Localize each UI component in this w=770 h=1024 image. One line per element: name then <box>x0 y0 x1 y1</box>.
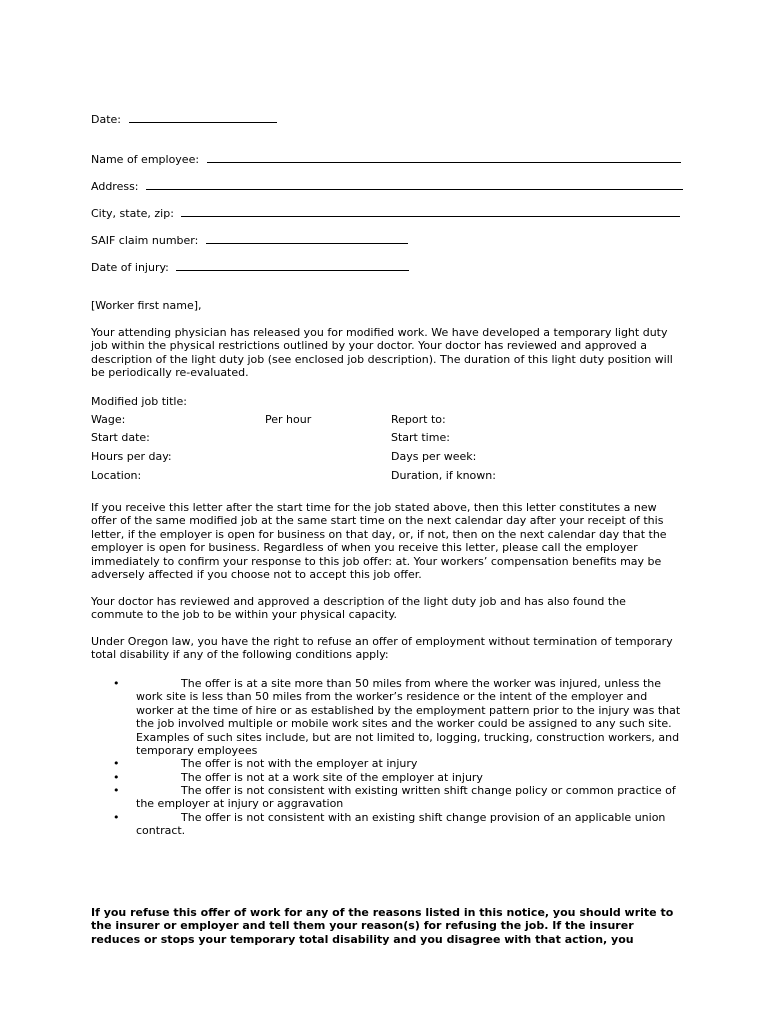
injury-date-field <box>91 259 409 274</box>
wage-label: Wage: <box>91 413 126 426</box>
per-hour-label: Per hour <box>265 413 312 426</box>
city-label: City, state, zip: <box>91 207 174 220</box>
date-blank[interactable] <box>129 111 277 123</box>
hours-label: Hours per day: <box>91 450 172 463</box>
saif-field <box>91 232 408 247</box>
start-date-label: Start date: <box>91 431 150 444</box>
employee-label: Name of employee: <box>91 153 200 166</box>
receive-paragraph: If you receive this letter after the start time for the job stated above, then this letter constitutes a new offer of the same modified job at the same start time on the next calendar day after your receipt of this letter, if the employer is open for business on that day, or, if not, then on the next calendar day that the employer is open for business. Regardless of when you receive this letter, please call the employer immediately to confirm your response to this job offer: at. Your workers’ compensation benefits may be adversely affected if you choose not to accept this job offer. <box>91 501 667 582</box>
job-title-label: Modified job title: <box>91 395 187 408</box>
bullet-marker: • <box>113 757 120 770</box>
bullet-marker: • <box>113 784 120 797</box>
report-to-label: Report to: <box>391 413 446 426</box>
days-label: Days per week: <box>391 450 477 463</box>
employee-field <box>91 151 681 166</box>
list-item: The offer is not consistent with existing written shift change policy or common practice of the employer at injury or aggravation <box>136 784 676 811</box>
intro-paragraph: Your attending physician has released you for modified work. We have developed a temporary light duty job within the physical restrictions outlined by your doctor. Your doctor has reviewed and approved a description of the light duty job (see enclosed job description). The duration of this light duty position will be periodically re-evaluated. <box>91 326 673 380</box>
law-paragraph: Under Oregon law, you have the right to refuse an offer of employment without termination of temporary total disability if any of the following conditions apply: <box>91 635 673 662</box>
bullet-marker: • <box>113 677 120 690</box>
address-field <box>91 178 683 193</box>
location-label: Location: <box>91 469 142 482</box>
list-item: The offer is not at a work site of the employer at injury <box>181 771 483 784</box>
date-label: Date: <box>91 113 121 126</box>
list-item: The offer is not consistent with an existing shift change provision of an applicable union contract. <box>136 811 666 838</box>
bullet-marker: • <box>113 771 120 784</box>
saif-blank[interactable] <box>206 232 408 244</box>
address-blank[interactable] <box>146 178 683 190</box>
bullet-marker: • <box>113 811 120 824</box>
injury-date-label: Date of injury: <box>91 261 169 274</box>
duration-label: Duration, if known: <box>391 469 496 482</box>
doctor-paragraph: Your doctor has reviewed and approved a description of the light duty job and has also found the commute to the job to be within your physical capacity. <box>91 595 626 622</box>
saif-label: SAIF claim number: <box>91 234 199 247</box>
salutation: [Worker first name], <box>91 299 202 312</box>
list-item: The offer is not with the employer at injury <box>181 757 418 770</box>
city-field <box>91 205 680 220</box>
refusal-notice-paragraph: If you refuse this offer of work for any of the reasons listed in this notice, you should write to the insurer or employer and tell them your reason(s) for refusing the job. If the insurer reduces or stops your temporary total disability and you disagree with that action, you <box>91 906 674 946</box>
address-label: Address: <box>91 180 139 193</box>
injury-date-blank[interactable] <box>176 259 409 271</box>
list-item: The offer is at a site more than 50 miles from where the worker was injured, unless the work site is less than 50 miles from the worker’s residence or the intent of the employer and worker at the time of hire or as established by the employment pattern prior to the injury was that the job involved multiple or mobile work sites and the worker could be assigned to any such site. Examples of such sites include, but are not limited to, logging, trucking, construction workers, and temporary employees <box>136 677 681 758</box>
employee-blank[interactable] <box>207 151 681 163</box>
date-field <box>91 111 277 126</box>
start-time-label: Start time: <box>391 431 450 444</box>
city-blank[interactable] <box>181 205 680 217</box>
